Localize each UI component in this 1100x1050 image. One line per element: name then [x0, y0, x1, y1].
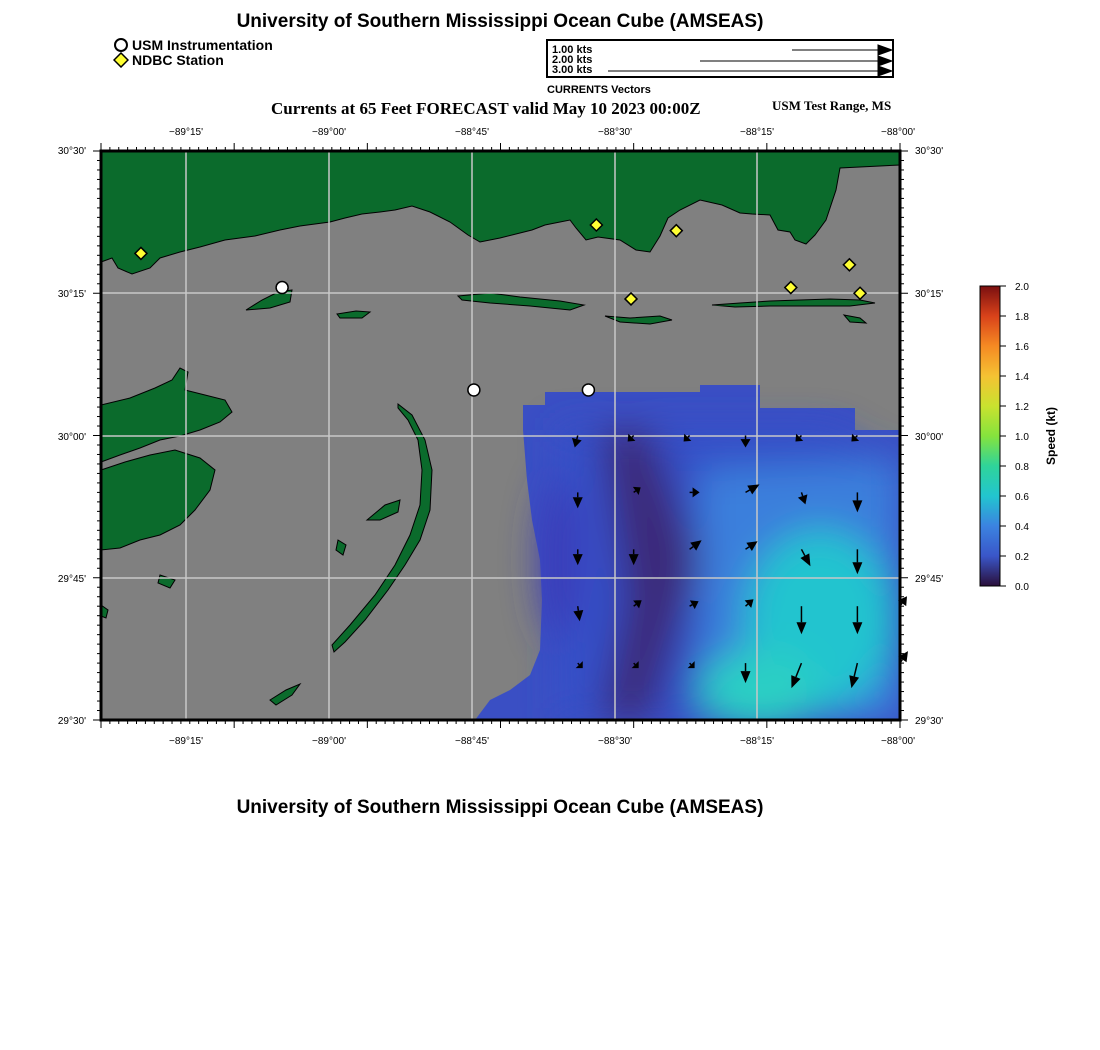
footer-title: University of Southern Mississippi Ocean Cube (AMSEAS): [236, 797, 764, 818]
usm-station-marker[interactable]: [468, 384, 480, 396]
bottom-lon-labels: [169, 736, 915, 747]
lon-tick-label: −89°15': [169, 736, 203, 747]
vector-key-label: 3.00 kts: [552, 64, 593, 76]
colorbar-tick-label: 1.6: [1015, 342, 1029, 353]
lon-tick-label: −88°15': [740, 736, 774, 747]
colorbar-label: Speed (kt): [1044, 406, 1058, 466]
vector-key-caption: CURRENTS Vectors: [547, 84, 651, 96]
colorbar-tick-label: 0.0: [1015, 582, 1029, 593]
lat-tick-label: 29°30': [915, 716, 944, 727]
colorbar-tick-label: 0.4: [1015, 522, 1029, 533]
lat-tick-label: 30°00': [915, 432, 944, 443]
lon-tick-label: −88°30': [598, 127, 632, 138]
lat-tick-label: 30°15': [57, 289, 86, 300]
top-lon-labels: [169, 127, 915, 138]
right-lat-labels: [915, 146, 943, 727]
lon-tick-label: −88°45': [455, 736, 489, 747]
colorbar-tick-label: 1.0: [1015, 432, 1029, 443]
colorbar-tick-label: 0.6: [1015, 492, 1029, 503]
lon-tick-label: −88°30': [598, 736, 632, 747]
colorbar-tick-label: 1.4: [1015, 372, 1029, 383]
lat-tick-label: 29°45': [57, 574, 86, 585]
colorbar-tick-label: 1.2: [1015, 402, 1029, 413]
region-label: USM Test Range, MS: [772, 98, 892, 113]
lat-tick-label: 29°45': [915, 574, 944, 585]
lon-tick-label: −88°45': [455, 127, 489, 138]
lat-tick-label: 30°00': [57, 432, 86, 443]
map-title: University of Southern Mississippi Ocean Cube (AMSEAS): [236, 11, 764, 32]
map-subtitle: Currents at 65 Feet FORECAST valid May 10 2023 00:00Z: [271, 99, 701, 118]
lon-tick-label: −89°00': [312, 736, 346, 747]
lon-tick-label: −88°00': [881, 736, 915, 747]
lon-tick-label: −89°15': [169, 127, 203, 138]
vector-key-label: 1.00 kts: [552, 44, 593, 56]
lat-tick-label: 29°30': [57, 716, 86, 727]
colorbar-ticks: [1015, 282, 1029, 593]
colorbar-tick-label: 1.8: [1015, 312, 1029, 323]
lat-tick-label: 30°30': [57, 146, 86, 157]
legend-usm-label: USM Instrumentation: [132, 37, 273, 53]
colorbar-tick-label: 0.8: [1015, 462, 1029, 473]
lon-tick-label: −88°15': [740, 127, 774, 138]
lat-tick-label: 30°15': [915, 289, 944, 300]
colorbar-tick-label: 0.2: [1015, 552, 1029, 563]
colorbar: [980, 282, 1058, 593]
colorbar-ramp: [980, 286, 1000, 586]
lat-tick-label: 30°30': [915, 146, 944, 157]
legend-ndbc-label: NDBC Station: [132, 52, 224, 68]
usm-station-marker[interactable]: [582, 384, 594, 396]
left-lat-labels: [58, 146, 86, 727]
lon-tick-label: −89°00': [312, 127, 346, 138]
lon-tick-label: −88°00': [881, 127, 915, 138]
vector-key-label: 2.00 kts: [552, 54, 593, 66]
usm-station-marker[interactable]: [276, 282, 288, 294]
colorbar-tick-label: 2.0: [1015, 282, 1029, 293]
